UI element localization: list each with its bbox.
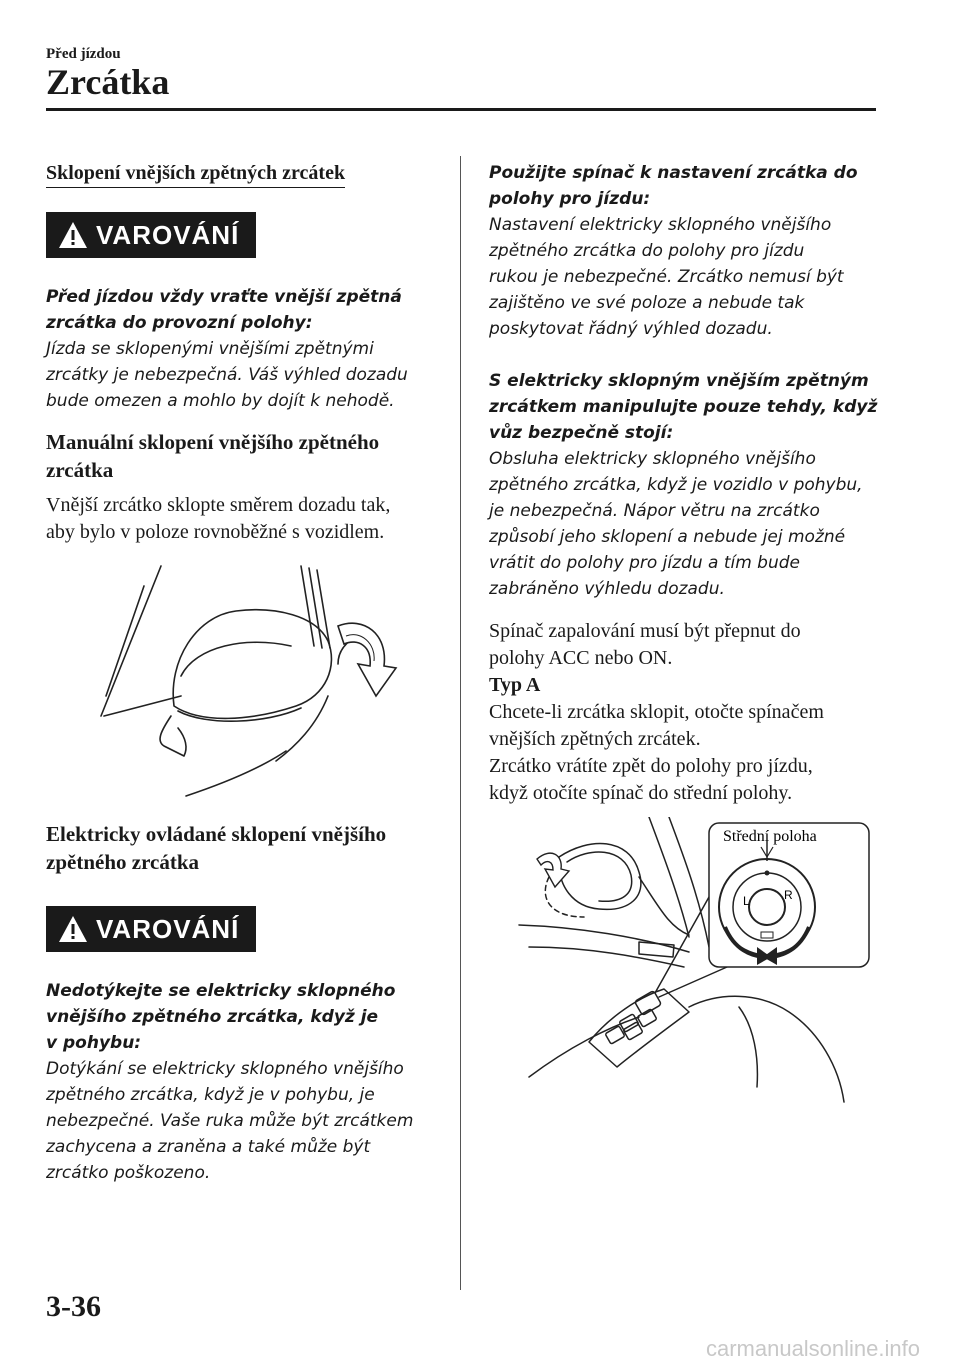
- manual-heading-line: zrcátka: [46, 458, 114, 482]
- body-text-line: Zrcátko vrátíte zpět do polohy pro jízdu,: [489, 755, 813, 777]
- electric-heading-line: zpětného zrcátka: [46, 850, 199, 874]
- subsection-title: Sklopení vnějších zpětných zrcátek: [46, 160, 345, 188]
- warning-text-line: je nebezpečná. Nápor větru na zrcátko: [489, 501, 820, 521]
- rotate-arrow-icon: [338, 623, 396, 696]
- warning-continuation-2: [489, 368, 889, 602]
- column-divider: [460, 156, 461, 1290]
- warning-text-line: zpětného zrcátka do polohy pro jízdu: [489, 241, 805, 261]
- warning-heading-line: zrcátka do provozní polohy:: [46, 313, 313, 333]
- ignition-text: [489, 618, 889, 807]
- warning-text-line: zrcátky je nebezpečná. Váš výhled dozadu: [46, 365, 408, 385]
- mirror-switch-illustration: [489, 817, 879, 1107]
- warning-text-line: Obsluha elektricky sklopného vnějšího: [489, 449, 816, 469]
- warning-heading-line: v pohybu:: [46, 1033, 142, 1053]
- electric-heading-line: Elektricky ovládané sklopení vnějšího: [46, 822, 387, 846]
- manual-text-line: Vnější zrcátko sklopte směrem dozadu tak,: [46, 494, 391, 516]
- manual-heading-line: Manuální sklopení vnějšího zpětného: [46, 430, 380, 454]
- warning-heading-line: Před jízdou vždy vraťte vnější zpětná: [46, 287, 402, 307]
- warning-triangle-icon: [58, 915, 88, 943]
- manual-section: [46, 428, 441, 546]
- warning-heading-line: Nedotýkejte se elektricky sklopného: [46, 981, 396, 1001]
- body-text-line: Chcete-li zrcátka sklopit, otočte spínačem: [489, 701, 824, 723]
- warning-text-line: vrátit do polohy pro jízdu a tím bude: [489, 553, 800, 573]
- rotate-arrow-icon: [537, 853, 569, 887]
- warning-text-line: poskytovat řádný výhled dozadu.: [489, 319, 773, 339]
- page-title: Zrcátka: [46, 62, 170, 102]
- manual-text-line: aby bylo v poloze rovnoběžné s vozidlem.: [46, 521, 385, 543]
- body-text-line: když otočíte spínač do střední polohy.: [489, 782, 793, 804]
- watermark: carmanualsonline.info: [705, 1336, 920, 1361]
- type-label: Typ A: [489, 674, 541, 696]
- callout-center-position: Střední poloha: [723, 828, 817, 845]
- warning-continuation-1: [489, 160, 889, 342]
- mirror-illustration: [46, 556, 441, 806]
- warning-text-line: způsobí jeho sklopení a nebude jej možné: [489, 527, 846, 547]
- knob-label-right: R: [784, 888, 793, 902]
- warning-text-line: nebezpečné. Vaše ruka může být zrcátkem: [46, 1111, 414, 1131]
- left-column: [46, 160, 441, 1186]
- warning-badge-label: VAROVÁNÍ: [96, 913, 240, 944]
- warning-text-line: zachycena a zraněna a také může být: [46, 1137, 371, 1157]
- warning-text-line: rukou je nebezpečné. Zrcátko nemusí být: [489, 267, 844, 287]
- knob-label-left: L: [743, 894, 750, 908]
- body-text-line: vnějších zpětných zrcátek.: [489, 728, 701, 750]
- warning-text-line: zpětného zrcátka, když je vozidlo v pohybu,: [489, 475, 863, 495]
- warning-text-line: zpětného zrcátka, když je v pohybu, je: [46, 1085, 375, 1105]
- warning-heading-line: polohy pro jízdu:: [489, 189, 651, 209]
- warning-heading-line: vnějšího zpětného zrcátka, když je: [46, 1007, 379, 1027]
- body-text-line: Spínač zapalování musí být přepnut do: [489, 620, 801, 642]
- warning-text-line: Dotýkání se elektricky sklopného vnějšího: [46, 1059, 404, 1079]
- warning-heading-line: vůz bezpečně stojí:: [489, 423, 674, 443]
- right-column: [489, 160, 889, 1107]
- section-label: Před jízdou: [46, 46, 121, 62]
- page-number: 3-36: [46, 1290, 101, 1323]
- warning-badge: [46, 906, 256, 952]
- warning-triangle-icon: [58, 221, 88, 249]
- warning-heading-line: zrcátkem manipulujte pouze tehdy, když: [489, 397, 878, 417]
- warning-heading-line: Použijte spínač k nastavení zrcátka do: [489, 163, 858, 183]
- warning-text-line: zrcátko poškozeno.: [46, 1163, 211, 1183]
- warning-text-line: zajištěno ve své poloze a nebude tak: [489, 293, 805, 313]
- warning-block-1: [46, 212, 441, 414]
- title-rule: [46, 108, 876, 111]
- warning-text-line: Jízda se sklopenými vnějšími zpětnými: [46, 339, 374, 359]
- warning-badge-label: VAROVÁNÍ: [96, 219, 240, 250]
- warning-block-2: [46, 906, 441, 1186]
- warning-heading-line: S elektricky sklopným vnějším zpětným: [489, 371, 869, 391]
- electric-section: [46, 820, 441, 876]
- warning-badge: [46, 212, 256, 258]
- warning-text-line: Nastavení elektricky sklopného vnějšího: [489, 215, 832, 235]
- body-text-line: polohy ACC nebo ON.: [489, 647, 673, 669]
- warning-text-line: bude omezen a mohlo by dojít k nehodě.: [46, 391, 395, 411]
- warning-text-line: zabráněno výhledu dozadu.: [489, 579, 725, 599]
